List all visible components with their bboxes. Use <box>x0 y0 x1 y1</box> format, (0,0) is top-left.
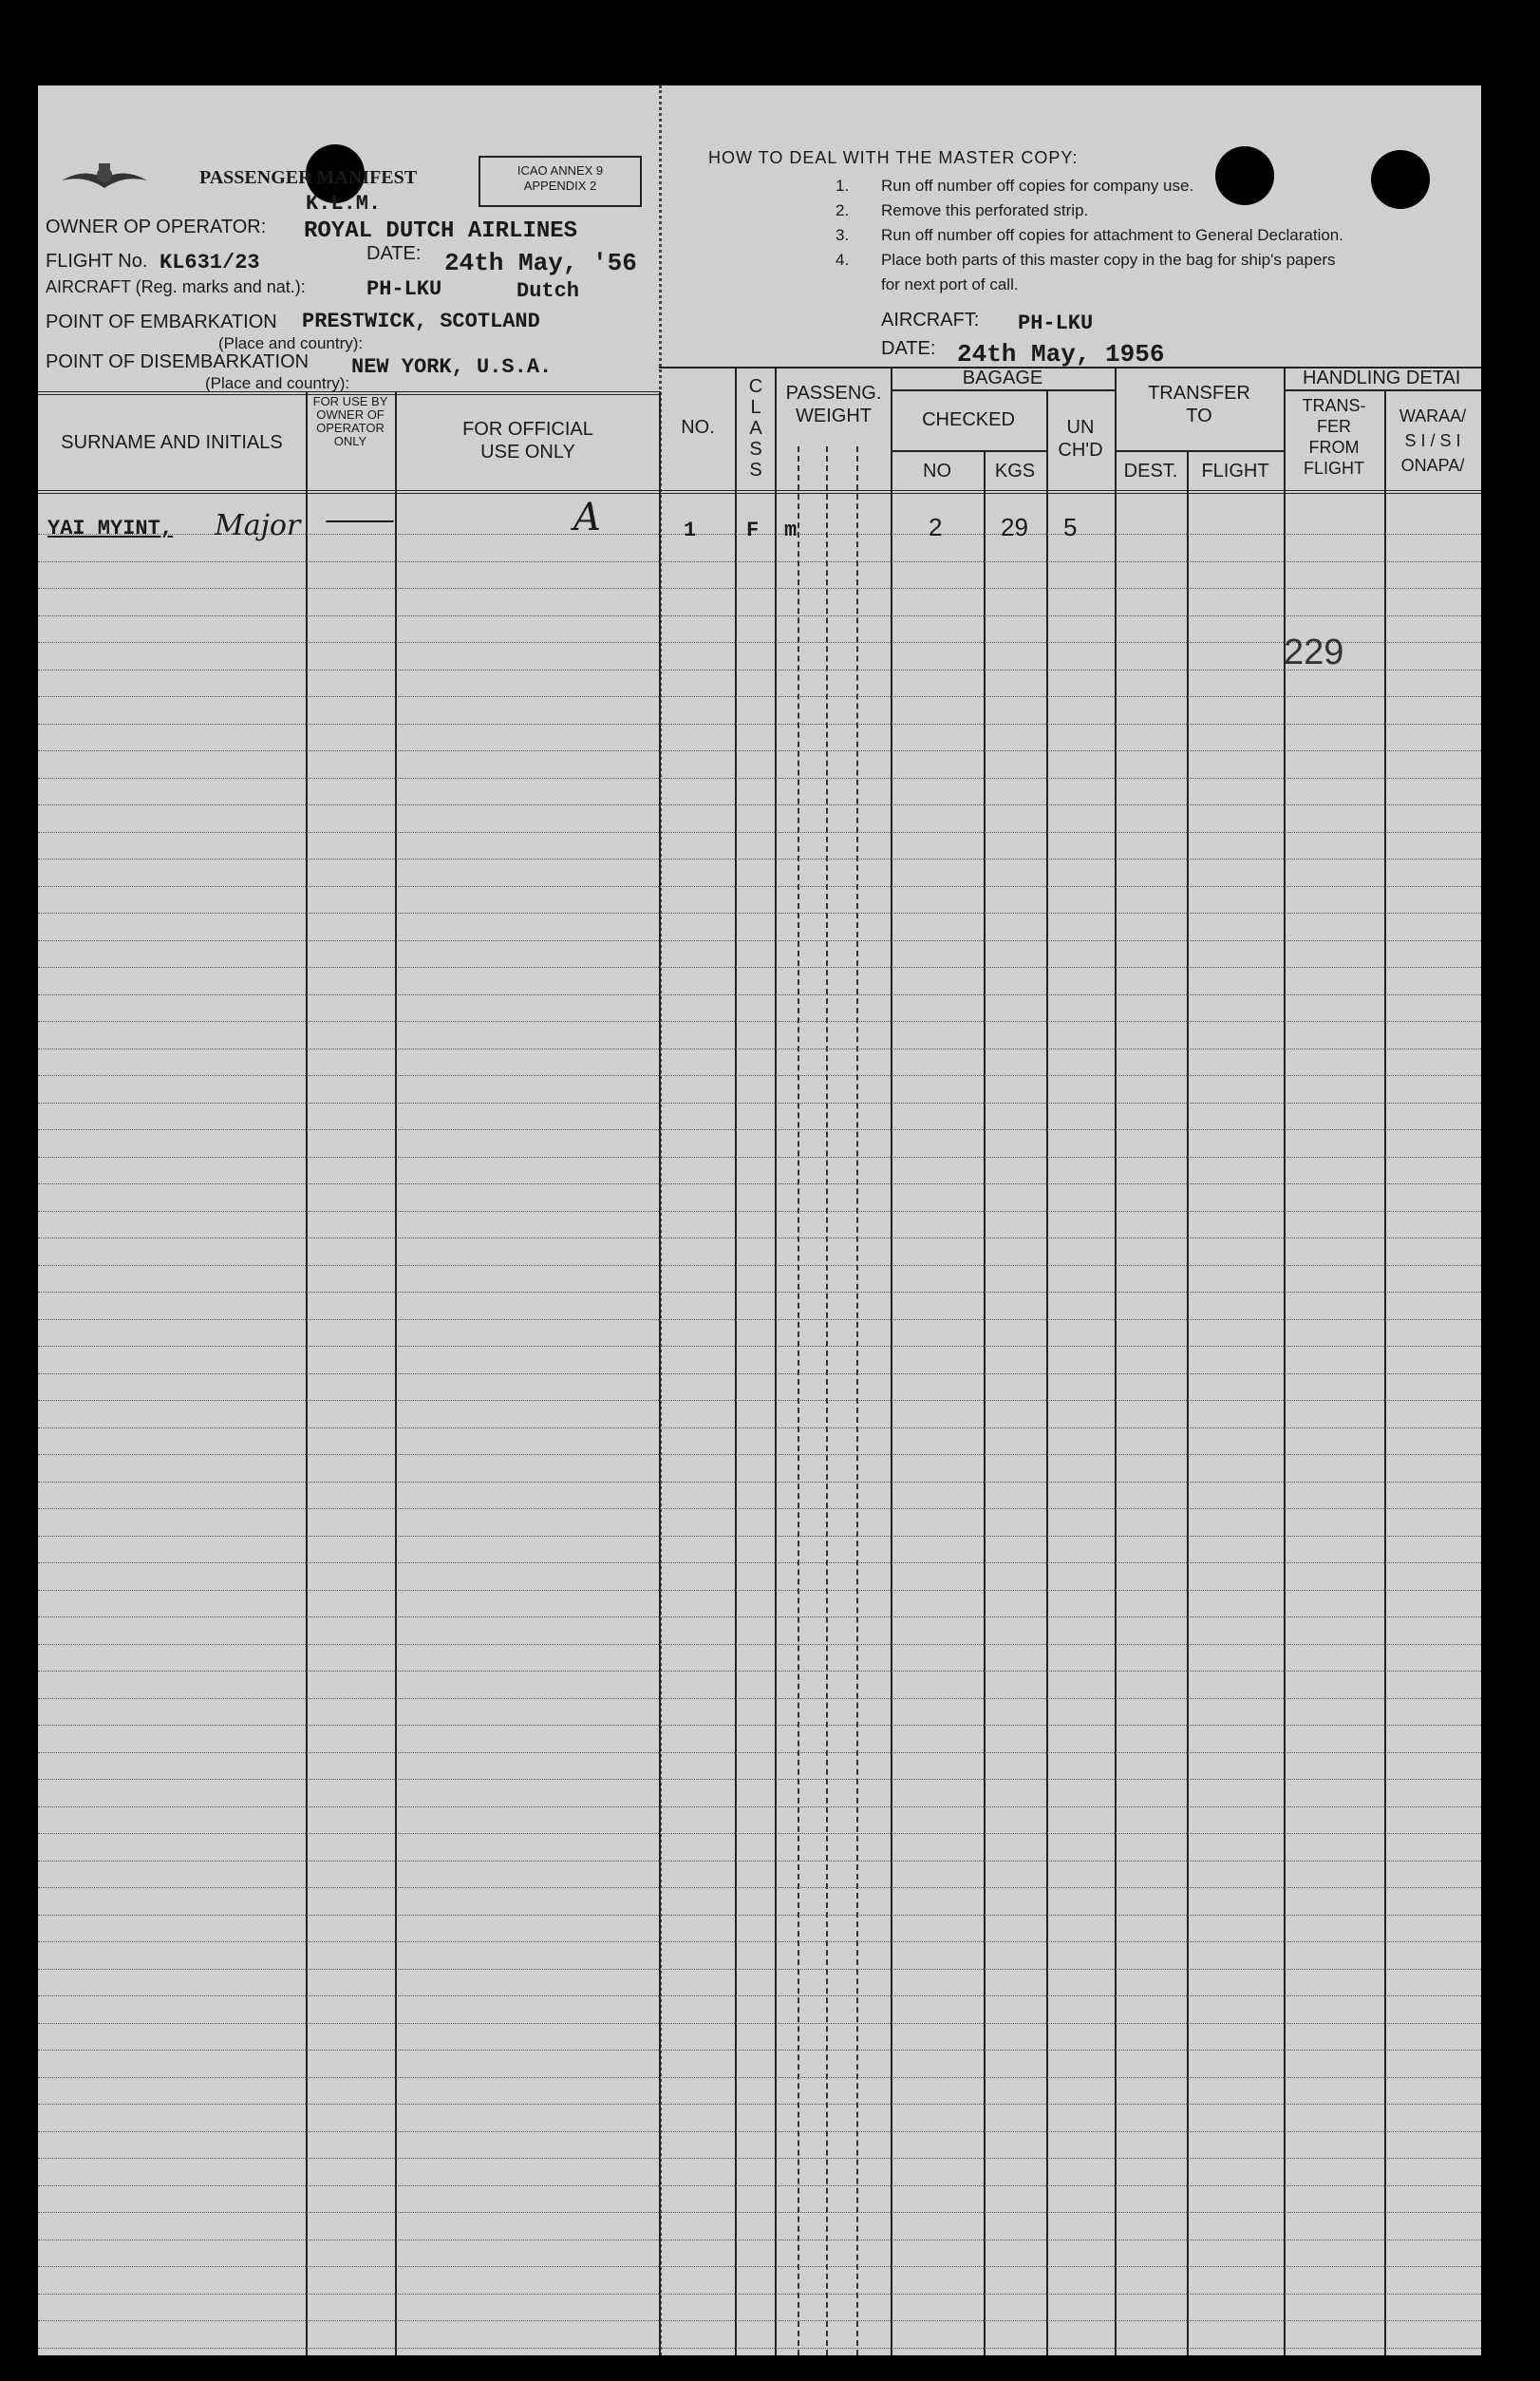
row-rule <box>38 588 1481 589</box>
col-dest-header: DEST. <box>1123 461 1178 482</box>
flight-label: FLIGHT No. <box>46 251 148 272</box>
row-rule <box>38 1508 1481 1509</box>
bagage-rule <box>891 389 1115 391</box>
row-rule <box>38 1671 1481 1672</box>
operator-abbrev: K.L.M. <box>306 192 382 216</box>
row-rule <box>38 1292 1481 1293</box>
row-rule <box>38 1941 1481 1942</box>
row-rule <box>38 2266 1481 2267</box>
embark-label: POINT OF EMBARKATION <box>46 312 277 332</box>
col-checked-header: CHECKED <box>922 409 1015 430</box>
col-bagage-header: BAGAGE <box>962 368 1043 388</box>
col-waraa-header: WARAA/ <box>1399 406 1467 425</box>
row-rule <box>38 2023 1481 2024</box>
col-to-header: TO <box>1186 406 1212 426</box>
row-rule <box>38 967 1481 968</box>
row-rule <box>38 1400 1481 1401</box>
row-rule <box>38 1616 1481 1617</box>
row-rule <box>38 642 1481 643</box>
row-rule <box>38 994 1481 995</box>
col-bag-no-header: NO <box>923 461 951 482</box>
ruled-lines <box>38 490 1481 2355</box>
manifest-sheet <box>38 85 1481 2355</box>
aircraft-label: AIRCRAFT (Reg. marks and nat.): <box>46 277 306 296</box>
for-use-mark: — <box>323 503 397 537</box>
date-value: 24th May, '56 <box>444 249 637 277</box>
col-transfer-header: TRANSFER <box>1148 383 1250 404</box>
instruction-text: Remove this perforated strip. <box>881 201 1089 219</box>
row-rule <box>38 832 1481 833</box>
col-surname-header: SURNAME AND INITIALS <box>61 432 283 453</box>
row-rule <box>38 696 1481 697</box>
row-rule <box>38 1373 1481 1374</box>
row-rule <box>38 2294 1481 2295</box>
handling-rule <box>1284 389 1481 391</box>
unchecked-count: 5 <box>1063 513 1078 541</box>
klm-wings-logo-icon <box>57 160 152 201</box>
col-for-use-header: FOR USE BY OWNER OF OPERATOR ONLY <box>312 394 388 448</box>
instruction-text: Place both parts of this master copy in the bag for ship's papers <box>881 251 1336 269</box>
instruction-text: Run off number off copies for attachment to General Declaration. <box>881 226 1343 244</box>
date-label: DATE: <box>366 243 422 264</box>
row-rule <box>38 2320 1481 2321</box>
instruction-num: 1. <box>836 177 850 195</box>
row-rule <box>38 1211 1481 1212</box>
passenger-weight: m <box>784 519 798 542</box>
row-rule <box>38 1103 1481 1104</box>
row-rule <box>38 1752 1481 1753</box>
row-rule <box>38 724 1481 725</box>
row-rule <box>38 2239 1481 2240</box>
row-rule <box>38 804 1481 805</box>
row-rule <box>38 1536 1481 1537</box>
row-rule <box>38 2131 1481 2132</box>
embark-value: PRESTWICK, SCOTLAND <box>302 310 540 333</box>
col-flight-header: FLIGHT <box>1201 461 1269 482</box>
row-rule <box>38 913 1481 914</box>
aircraft-value: PH-LKU <box>366 277 442 301</box>
row-rule <box>38 1129 1481 1130</box>
row-rule <box>38 2158 1481 2159</box>
bag-count: 2 <box>929 513 943 541</box>
col-unchd-header: UN CH'D <box>1058 417 1103 461</box>
row-rule <box>38 1021 1481 1022</box>
instruction-num: 4. <box>836 251 850 269</box>
checked-rule <box>891 450 1046 452</box>
passenger-surname: YAI MYINT, <box>47 517 174 540</box>
owner-label: OWNER OP OPERATOR: <box>46 217 267 237</box>
flight-value: KL631/23 <box>160 251 260 274</box>
copy-date-label: DATE: <box>881 338 936 359</box>
copy-aircraft-value: PH-LKU <box>1018 312 1094 335</box>
row-rule <box>38 1887 1481 1888</box>
aircraft-nationality: Dutch <box>516 279 580 303</box>
icao-annex-box <box>479 156 642 207</box>
instruction-text: Run off number off copies for company use. <box>881 177 1194 195</box>
col-sis-header: S I / S I <box>1404 431 1461 450</box>
row-rule <box>38 1183 1481 1184</box>
row-rule <box>38 1725 1481 1726</box>
row-rule <box>38 1454 1481 1455</box>
row-rule <box>38 2077 1481 2078</box>
row-rule <box>38 2348 1481 2349</box>
instruction-text: for next port of call. <box>881 275 1019 293</box>
copy-date-value: 24th May, 1956 <box>957 340 1165 368</box>
col-onapa-header: ONAPA/ <box>1400 456 1465 475</box>
row-rule <box>38 2212 1481 2213</box>
col-passeng-header: PASSENG. <box>785 383 882 404</box>
punch-hole-right <box>1371 150 1430 209</box>
row-rule <box>38 1698 1481 1699</box>
disembark-label: POINT OF DISEMBARKATION <box>46 351 310 372</box>
col-no-header: NO. <box>681 417 715 438</box>
row-rule <box>38 886 1481 887</box>
place-country-note-2: (Place and country): <box>205 374 350 392</box>
punch-hole-middle <box>1215 146 1274 205</box>
owner-value: ROYAL DUTCH AIRLINES <box>304 218 578 244</box>
form-title: PASSENGER MANIFEST <box>199 167 418 188</box>
annex-text: ICAO ANNEX 9 <box>516 163 604 178</box>
disembark-value: NEW YORK, U.S.A. <box>351 355 553 379</box>
row-rule <box>38 1590 1481 1591</box>
passenger-class: F <box>746 519 760 542</box>
row-rule <box>38 670 1481 671</box>
row-rule <box>38 1562 1481 1563</box>
col-official-header: FOR OFFICIAL USE ONLY <box>462 419 593 463</box>
official-mark: A <box>573 496 601 539</box>
row-rule <box>38 1346 1481 1347</box>
row-rule <box>38 615 1481 616</box>
row-rule <box>38 1969 1481 1970</box>
col-handling-header: HANDLING DETAI <box>1303 368 1461 388</box>
row-rule <box>38 2104 1481 2105</box>
row-rule <box>38 1833 1481 1834</box>
transfer-rule <box>1115 450 1284 452</box>
col-class-header: C L A S S <box>748 376 763 481</box>
row-rule <box>38 1915 1481 1916</box>
row-rule <box>38 1995 1481 1996</box>
copy-aircraft-label: AIRCRAFT: <box>881 310 980 331</box>
bag-kgs: 29 <box>1001 513 1028 541</box>
row-rule <box>38 1075 1481 1076</box>
row-rule <box>38 1644 1481 1645</box>
row-rule <box>38 859 1481 860</box>
row-rule <box>38 750 1481 751</box>
appendix-text: APPENDIX 2 <box>523 179 597 193</box>
passenger-title: Major <box>215 509 301 542</box>
col-trans-from-header: TRANS- FER FROM FLIGHT <box>1302 396 1366 478</box>
instruction-num: 2. <box>836 201 850 219</box>
row-rule <box>38 940 1481 941</box>
col-weight-header: WEIGHT <box>796 406 872 426</box>
row-rule <box>38 1427 1481 1428</box>
col-kgs-header: KGS <box>994 461 1036 482</box>
passenger-no: 1 <box>684 519 697 542</box>
row-rule <box>38 1779 1481 1780</box>
row-rule <box>38 1157 1481 1158</box>
row-rule <box>38 561 1481 562</box>
row-rule <box>38 2185 1481 2186</box>
row-rule <box>38 1319 1481 1320</box>
row-rule <box>38 1482 1481 1483</box>
row-rule <box>38 778 1481 779</box>
stamp-number: 229 <box>1284 633 1344 672</box>
instruction-num: 3. <box>836 226 850 244</box>
instructions-heading: HOW TO DEAL WITH THE MASTER COPY: <box>708 148 1079 167</box>
row-rule <box>38 1806 1481 1807</box>
place-country-note: (Place and country): <box>218 334 364 352</box>
row-rule <box>38 1265 1481 1266</box>
